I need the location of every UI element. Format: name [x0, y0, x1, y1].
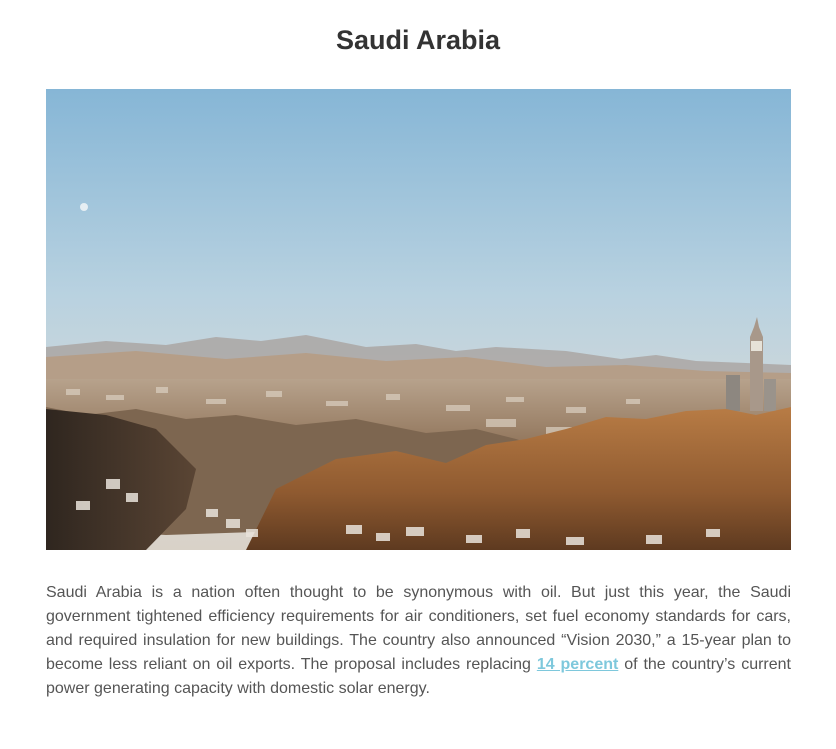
moon	[80, 203, 88, 211]
fourteen-percent-link[interactable]: 14 percent	[536, 656, 619, 673]
tower-building-right	[764, 379, 776, 411]
paragraph-text-before-link: Saudi Arabia is a nation often thought to be synonymous with oil. But just this year, the Saudi government tightened efficiency requirements for air conditioners, set fuel economy standards for cars, and required insulation for new buildings. The country also announced “Vision 2030,” a 15-year plan to become less reliant on oil exports. The proposal includes replacing	[46, 584, 791, 673]
page-title: Saudi Arabia	[335, 25, 501, 55]
paragraph-text-after-link: of the country’s current power generating capacity with domestic solar energy.	[46, 656, 791, 697]
article-paragraph	[46, 581, 791, 701]
clock-face	[751, 341, 762, 351]
city-landscape-photo	[46, 89, 791, 550]
tower-building-left	[726, 375, 740, 411]
city-landscape-illustration	[46, 89, 791, 550]
